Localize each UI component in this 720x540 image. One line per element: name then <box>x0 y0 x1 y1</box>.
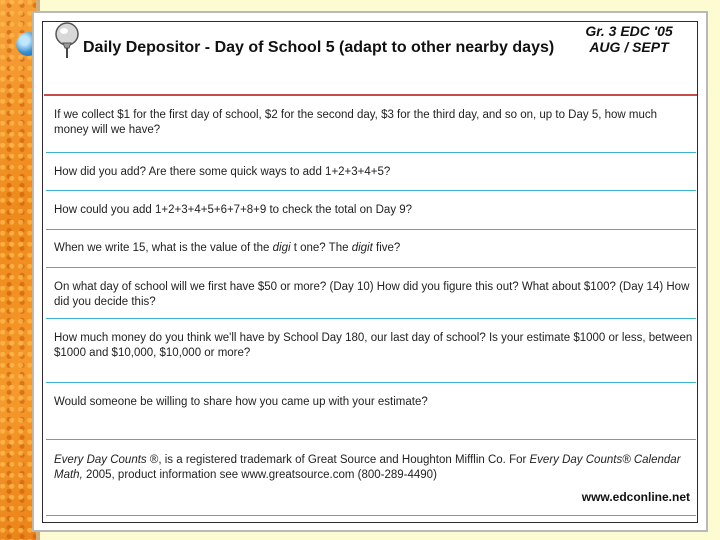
question-2: How did you add? Are there some quick ways to add 1+2+3+4+5? <box>54 166 391 178</box>
trademark-italic-1: Every Day Counts <box>54 454 147 466</box>
trademark-text-1: ®, is a registered trademark of Great Source and Houghton Mifflin Co. For <box>146 454 530 466</box>
divider-3 <box>46 229 696 230</box>
divider-6 <box>46 382 696 383</box>
digit-question-part-2: t one? The <box>290 242 352 254</box>
page-title: Daily Depositor - Day of School 5 (adapt to other nearby days) <box>83 39 555 56</box>
grade-line-2: AUG / SEPT <box>589 39 669 55</box>
trademark-note <box>54 453 694 483</box>
question-4 <box>54 241 694 256</box>
header-divider <box>44 94 697 96</box>
question-3: How could you add 1+2+3+4+5+6+7+8+9 to check the total on Day 9? <box>54 204 413 216</box>
page-frame <box>42 21 698 523</box>
divider-5 <box>46 318 696 319</box>
digit-question-italic-2: digit <box>351 242 373 254</box>
divider-8 <box>46 515 696 516</box>
trademark-italic-2: Every Day Counts® Calendar Math, <box>54 454 681 481</box>
question-5: On what day of school will we first have $50 or more? (Day 10) How did you figure this out? What about $100? (Day 14) How did you decide this? <box>54 281 690 308</box>
digit-question-part-3: five? <box>372 242 401 254</box>
question-6: How much money do you think we'll have by School Day 180, our last day of school? Is your estimate $1000 or less, between $1000 and $10,000, $10,000 or more? <box>54 332 693 359</box>
site-url: www.edconline.net <box>581 490 690 504</box>
grade-label <box>574 23 684 55</box>
divider-7 <box>46 439 696 440</box>
divider-1 <box>46 152 696 153</box>
divider-2 <box>46 190 696 191</box>
question-7: Would someone be willing to share how you came up with your estimate? <box>54 396 428 408</box>
digit-question-italic-1: digi <box>272 242 291 254</box>
divider-4 <box>46 267 696 268</box>
digit-question-part-1: When we write 15, what is the value of the <box>54 242 273 254</box>
document-page <box>32 11 708 532</box>
question-1: If we collect $1 for the first day of school, $2 for the second day, $3 for the third day, and so on, up to Day 5, how much money will we have? <box>54 109 658 136</box>
grade-line-1: Gr. 3 EDC '05 <box>585 23 673 39</box>
trademark-text-2: 2005, product information see www.greatsource.com (800-289-4490) <box>82 469 437 481</box>
